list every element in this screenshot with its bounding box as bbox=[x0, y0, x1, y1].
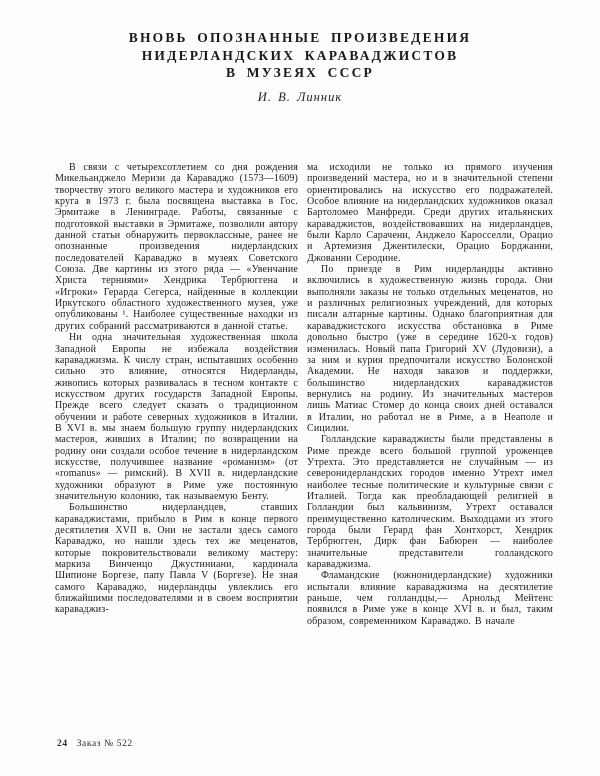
paragraph-left-1: В связи с четырехсотлетием со дня рождения Микельанджело Меризи да Караваджо (1573—1609) творчеству этого великого мастера и художников его круга в 1973 г. была посвящена выставка в Гос. Эрмитаже в Ленинграде. Работы, связанные с подготовкой выставки в Эрмитаже, позволили автору данной статьи обнаружить первоклассные, ранее не опознанные произведения нидерландских последователей Караваджо в музеях Советского Союза. Две картины из этого ряда — «Увенчание Христа терниями» Хендрика Тербрюггена и «Игроки» Герарда Сегерса, найденные в коллекции Иркутского областного художественного музея, уже опубликованы ¹. Наиболее существенные находки из других собраний рассматриваются в данной статье. bbox=[55, 162, 298, 332]
title-line-1: ВНОВЬ ОПОЗНАННЫЕ ПРОИЗВЕДЕНИЯ bbox=[128, 30, 472, 45]
printers-mark bbox=[57, 739, 133, 749]
printers-mark-text: Заказ № 522 bbox=[76, 739, 133, 749]
article-title bbox=[0, 29, 600, 82]
article-author: И. В. Линник bbox=[257, 89, 343, 104]
paragraph-left-3: Большинство нидерландцев, ставших караваджистами, прибыло в Рим в конце первого десятилетия XVII в. Они не застали здесь самого Караваджо, но нашли здесь тех же меценатов, которые покровительствовали великому мастеру: маркиза Винченцо Джустиниани, кардинала Шипионе Боргезе, папу Павла V (Боргезе). Не зная самого Караваджо, нидерландцы увлеклись его ближайшими последователями и в своем восприятии караваджиз- bbox=[55, 502, 298, 616]
paragraph-right-2: По приезде в Рим нидерландцы активно включились в художественную жизнь города. Они выполняли заказы не только отдельных меценатов, но и различных религиозных учреждений, для которых писали алтарные картины. Однако благоприятная для караваджистского искусства обстановка в Риме довольно быстро (уже в середине 1620-х годов) изменилась. Новый папа Григорий XV (Лудовизи), а за ним и курия предпочитали искусство Болонской Академии. Не находя заказов и поддержки, большинство нидерландских караваджистов вернулись на родину. Из значительных мастеров лишь Матиас Стомер до конца своих дней оставался в Италии, но работал не в Риме, а в Неаполе и Сицилии. bbox=[307, 264, 553, 434]
article-body bbox=[55, 162, 553, 627]
paragraph-left-2: Ни одна значительная художественная школа Западной Европы не избежала воздействия караваджизма. К числу стран, испытавших особенно сильно это влияние, относятся Нидерланды, живопись которых развивалась в тесном контакте с искусством других государств Западной Европы. Прежде всего следует сказать о традиционном обучении и работе северных художников в Италии. В XVI в. мы знаем большую группу нидерландских мастеров, живших в Италии; по возвращении на родину они создали особое течение в нидерландском искусстве, получившее название «романизм» (от «romanus» — римский). В XVII в. нидерландские художники образуют в Риме уже постоянную значительную колонию, так называемую Бенту. bbox=[55, 332, 298, 502]
paragraph-right-1-continuation: ма исходили не только из прямого изучения произведений мастера, но и в значительной степени ориентировались на искусство его подражателей. Особое влияние на нидерландских художников оказал Бартоломео Манфреди. Среди других итальянских караваджистов, воздействовавших на нидерландцев, были Карло Сарачени, Анджело Каросселли, Орацио и Артемизия Джентилески, Орацио Борджанни, Джованни Серодине. bbox=[307, 162, 553, 264]
paragraph-right-3: Голландские караваджисты были представлены в Риме прежде всего большой группой уроженцев Утрехта. Это представляется не случайным — из северонидерландских городов именно Утрехт имел наиболее тесные политические и культурные связи с Италией. Тогда как преобладающей религией в Голландии был кальвинизм, Утрехт оставался преимущественно католическим. Выходцами из этого города были Герард фан Хонтхорст, Хендрик Тербрюгген, Дирк фан Бабюрен — наиболее значительные представители голландского караваджизма. bbox=[307, 434, 553, 571]
paragraph-right-4: Фламандские (южнонидерландские) художники испытали влияние караваджизма на десятилетие раньше, чем голландцы,— Арнольд Мейтенс появился в Риме уже в конце XVI в. и был, таким образом, современником Караваджо. В начале bbox=[307, 570, 553, 627]
left-column bbox=[55, 162, 298, 627]
printers-mark-number: 24 bbox=[57, 739, 68, 749]
title-line-3: В МУЗЕЯХ СССР bbox=[226, 65, 374, 80]
article-header bbox=[0, 29, 600, 105]
right-column bbox=[307, 162, 553, 627]
title-line-2: НИДЕРЛАНДСКИХ КАРАВАДЖИСТОВ bbox=[141, 47, 459, 63]
